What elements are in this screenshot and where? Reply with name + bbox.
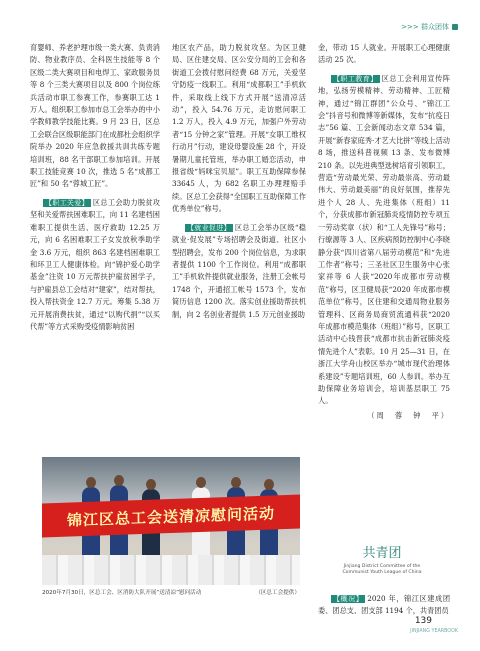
section-title-en: Jinjiang District Committee of the Communist Youth League of China [342,564,422,575]
person-head [114,475,124,486]
section-tag-employment: 【就业促进】 [186,223,231,232]
person-head [231,477,241,488]
person-head [264,479,274,490]
paragraph-employment-text: 区总工会举办区级“稳就业·促发展”专场招聘会及街道、社区小型招聘会，发布 200 个岗位信息，为求职者提供 1100 个工作岗位。利用“成都职工”手机软件提供就业服务，注册工会帐号 1748 个，开通招工帐号 1573 个，发布简历信息 1200 次。落实创业援助帮扶机制，向 2 名创业者提供 1.5 万元创业援助 [172,222,306,319]
column-3-bottom [318,593,450,618]
paragraph-care-text: 区总工会助力脱贫攻坚和关爱帮扶困难职工，向 11 名建档困难职工提供生活、医疗救助 12.25 万元，向 6 名困难职工子女发放秋季助学金 3.6 万元，组织 863 名建档困难职工和环卫工人健康体检。向“锦护爱心助学基金”注资 10 万元帮扶护雇贫困学子，与护雇县总工会结对“建家”，结对帮扶，投入帮扶资金 12.7 万元。筹集 5.38 万元开展消费扶贫，通过“以购代捐”“以买代帮”等方式采购受疫情影响贫困 [30,197,160,331]
journal-footer: JINJIANG YEARBOOK [410,629,458,634]
event-photo [42,457,300,585]
header-marker-icon [452,24,458,30]
section-tag-care: 【职工关爱】 [44,198,89,207]
column-1 [30,42,160,333]
paragraph-employment [172,222,306,321]
column-2 [172,42,306,321]
author-signature: （周 蓉 钟 平） [367,410,450,420]
person-head [86,477,96,488]
supply-bags [42,555,300,585]
paragraph: 地区农产品，助力脱贫攻坚。为区卫健局、区住建交局、区公安分局的工会和各街道工会拨付慰问经费 68 万元，关爱坚守防疫一线职工。利用“成都职工”手机软件，采取线上线下方式开展“送清凉活动”，投入 54.76 万元，走访慰问职工 1.2 万人，投入 4.9 万元，加强户外劳动者“15 分钟之家”管理。开展“女职工维权行动月”行动，建设母婴设施 28 个，开设暑期儿童托管班，举办职工婚恋活动，申报省级“妈咪宝贝屋”。职工互助保障参保 33645 人，为 682 名职工办理理赔手续。区总工会获得“全国职工互助保障工作优秀单位”称号。 [172,43,306,214]
photo-caption [42,588,300,596]
section-title [332,542,432,576]
section-tag-overview: 【概况】 [332,595,364,603]
paragraph: 育婴师、养老护理市级一类大赛、负责消防、物业教序员、全科医生技能等 8 个区级二类大赛项目和电焊工、家政服务员等 8 个三类大赛项目以及 800 个岗位练兵活动市职工参赛工作，参赛职工达 1 万人。组织职工参加市总工会举办的中小学教师教学技能比赛。9 月 23 日，区总工会联合区级职能部门在成都杜会组织学院举办 2020 年应急救援共训共练专题培训班，88 名干部职工参加培训。开展职工技能竞赛 10 次，推选 5 名“成都工匠”和 50 名“蓉城工匠”。 [30,43,160,189]
photo-banner: 锦江区总工会送清凉慰问活动 [42,494,300,537]
paragraph-care [30,197,160,333]
column-3 [318,42,450,422]
header-title: >>> 群众团体 [401,23,449,31]
paragraph-overview-text: 2020 年，锦江区建成团委、团总支、团支部 1194 个，共青团员 [318,594,451,616]
photo-caption-text: 2020年7月30日，区总工会、区消防大队开展“送清凉”慰问活动 [42,590,202,596]
section-tag-education: 【职工教育】 [332,74,378,83]
paragraph: 金，带动 15 人就业。开展职工心理健康活动 25 次。 [318,43,450,65]
running-header [401,22,458,32]
paragraph-overview [318,593,450,618]
page-number: 139 [414,616,432,626]
person-head [196,477,206,488]
paragraph-education-text: 区总工会利用宣传阵地，弘扬劳模精神、劳动精神、工匠精神，通过“锦江群团”公众号、“锦江工会”抖音号和微博等新媒体，发布“抗疫日志”56 篇、工会新闻动态文章 534 篇，开展“新春家庭秀·才艺大比拼”等线上活动 8 场，推送科普视频 13 条、发布微博 210 条。以先进典型选树培育引领职工，营造“劳动最光荣、劳动最崇高、劳动最伟大、劳动最美丽”的良好氛围，推荐先进个人 28 人、先进集体（班组）11 个，分获成都市新冠肺炎疫情防控专项五一劳动奖章（状）和“工人先锋号”称号；行缭源等 3 人、区疾病预防控制中心李晓静分获“四川省第八届劳动模范”和“先进工作者”称号；三圣社区卫生服务中心张家祥等 6 人获“2020年成都市劳动模范”称号，区卫健局获“2020 年成都市模范单位”称号，区住建和交通局物业服务管理科、区商务局商贸流通科获“2020 年成都市模范集体（班组）”称号，区职工活动中心钱晋获“成都市抗击新冠肺炎疫情先进个人”表彰。10 月 25—31 日，在浙江大学舟山校区举办“城市现代治理体系建设”专题培训班，60 人参训。举办互助保障业务培训会，培训基层职工 75 人。 [318,73,450,406]
section-title-cn: 共青团 [362,546,402,561]
paragraph-education [318,73,450,408]
photo-credit: （区总工会提供） [255,590,300,596]
person-head [146,479,156,490]
